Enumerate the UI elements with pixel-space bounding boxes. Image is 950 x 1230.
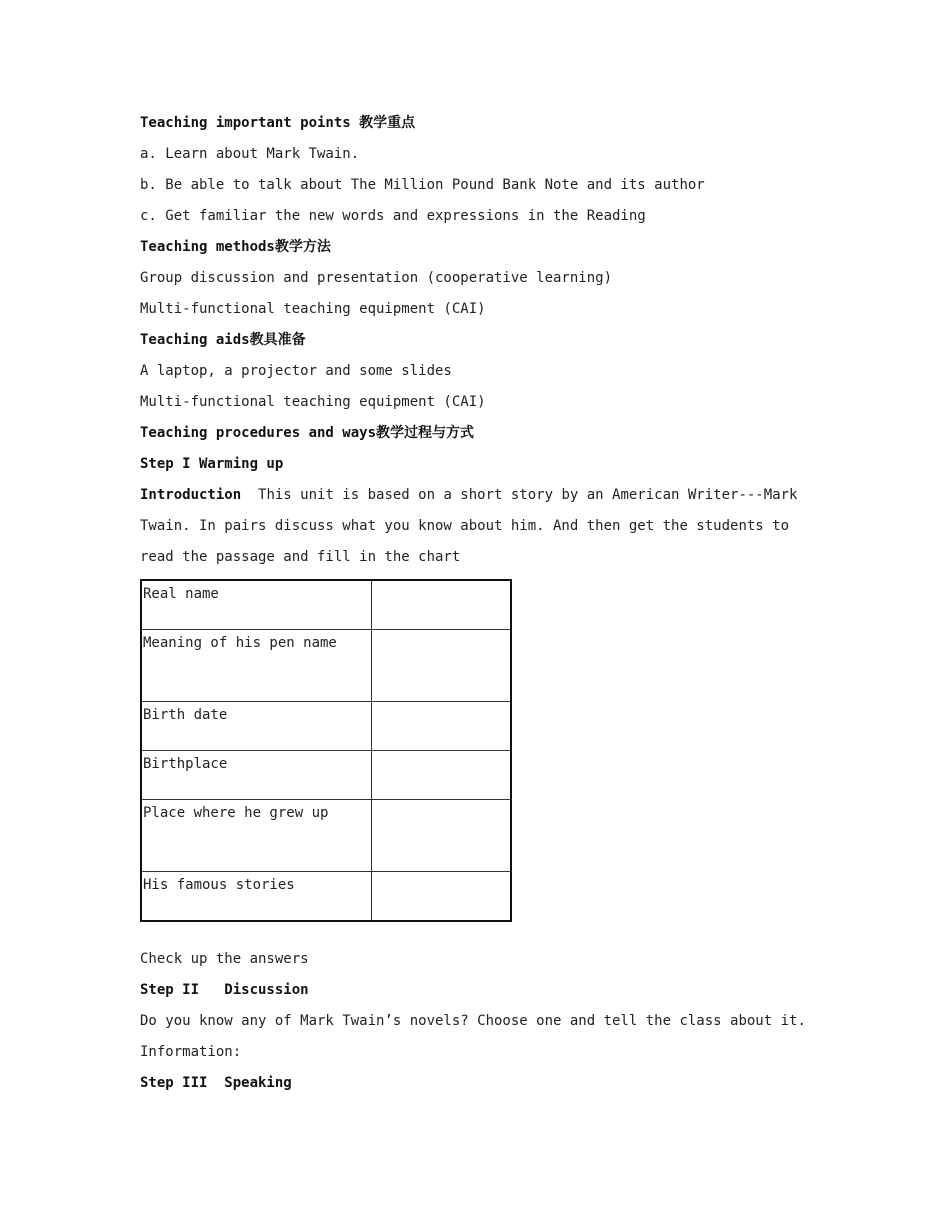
chart-blank-cell[interactable] <box>372 751 512 800</box>
introduction-text: This unit is based on a short story by an American Writer---Mark Twain. In pairs discuss what you know about him. And then get the students to read the passage and fill in the chart <box>140 487 806 565</box>
check-answers: Check up the answers <box>140 951 309 967</box>
chart-label-famous-stories: His famous stories <box>141 872 372 922</box>
mark-twain-chart <box>140 579 512 922</box>
aid-item-2: Multi-functional teaching equipment (CAI) <box>140 394 486 410</box>
method-item-2: Multi-functional teaching equipment (CAI) <box>140 301 486 317</box>
methods-heading: Teaching methods教学方法 <box>140 239 331 255</box>
chart-label-birthplace: Birthplace <box>141 751 372 800</box>
important-point-c: c. Get familiar the new words and expressions in the Reading <box>140 208 646 224</box>
step1-heading: Step I Warming up <box>140 456 284 472</box>
aid-item-1: A laptop, a projector and some slides <box>140 363 452 379</box>
document-page <box>140 108 830 1099</box>
step1-introduction <box>140 480 820 573</box>
chart-label-grew-up: Place where he grew up <box>141 800 372 872</box>
chart-row <box>141 872 511 922</box>
chart-blank-cell[interactable] <box>372 800 512 872</box>
introduction-label: Introduction <box>140 487 242 503</box>
important-points-heading: Teaching important points 教学重点 <box>140 115 416 131</box>
procedures-heading: Teaching procedures and ways教学过程与方式 <box>140 425 475 441</box>
chart-row <box>141 630 511 702</box>
step2-information: Information: <box>140 1044 242 1060</box>
step2-heading: Step II Discussion <box>140 982 309 998</box>
step2-question: Do you know any of Mark Twain’s novels? Choose one and tell the class about it. <box>140 1013 806 1029</box>
chart-label-real-name: Real name <box>141 580 372 630</box>
chart-blank-cell[interactable] <box>372 702 512 751</box>
chart-blank-cell[interactable] <box>372 872 512 922</box>
aids-heading: Teaching aids教具准备 <box>140 332 306 348</box>
important-point-a: a. Learn about Mark Twain. <box>140 146 360 162</box>
chart-row <box>141 751 511 800</box>
chart-label-birth-date: Birth date <box>141 702 372 751</box>
method-item-1: Group discussion and presentation (cooperative learning) <box>140 270 613 286</box>
chart-label-pen-name: Meaning of his pen name <box>141 630 372 702</box>
important-point-b: b. Be able to talk about The Million Pound Bank Note and its author <box>140 177 705 193</box>
chart-row <box>141 580 511 630</box>
step3-heading: Step III Speaking <box>140 1075 292 1091</box>
chart-row <box>141 702 511 751</box>
chart-blank-cell[interactable] <box>372 580 512 630</box>
chart-blank-cell[interactable] <box>372 630 512 702</box>
chart-row <box>141 800 511 872</box>
